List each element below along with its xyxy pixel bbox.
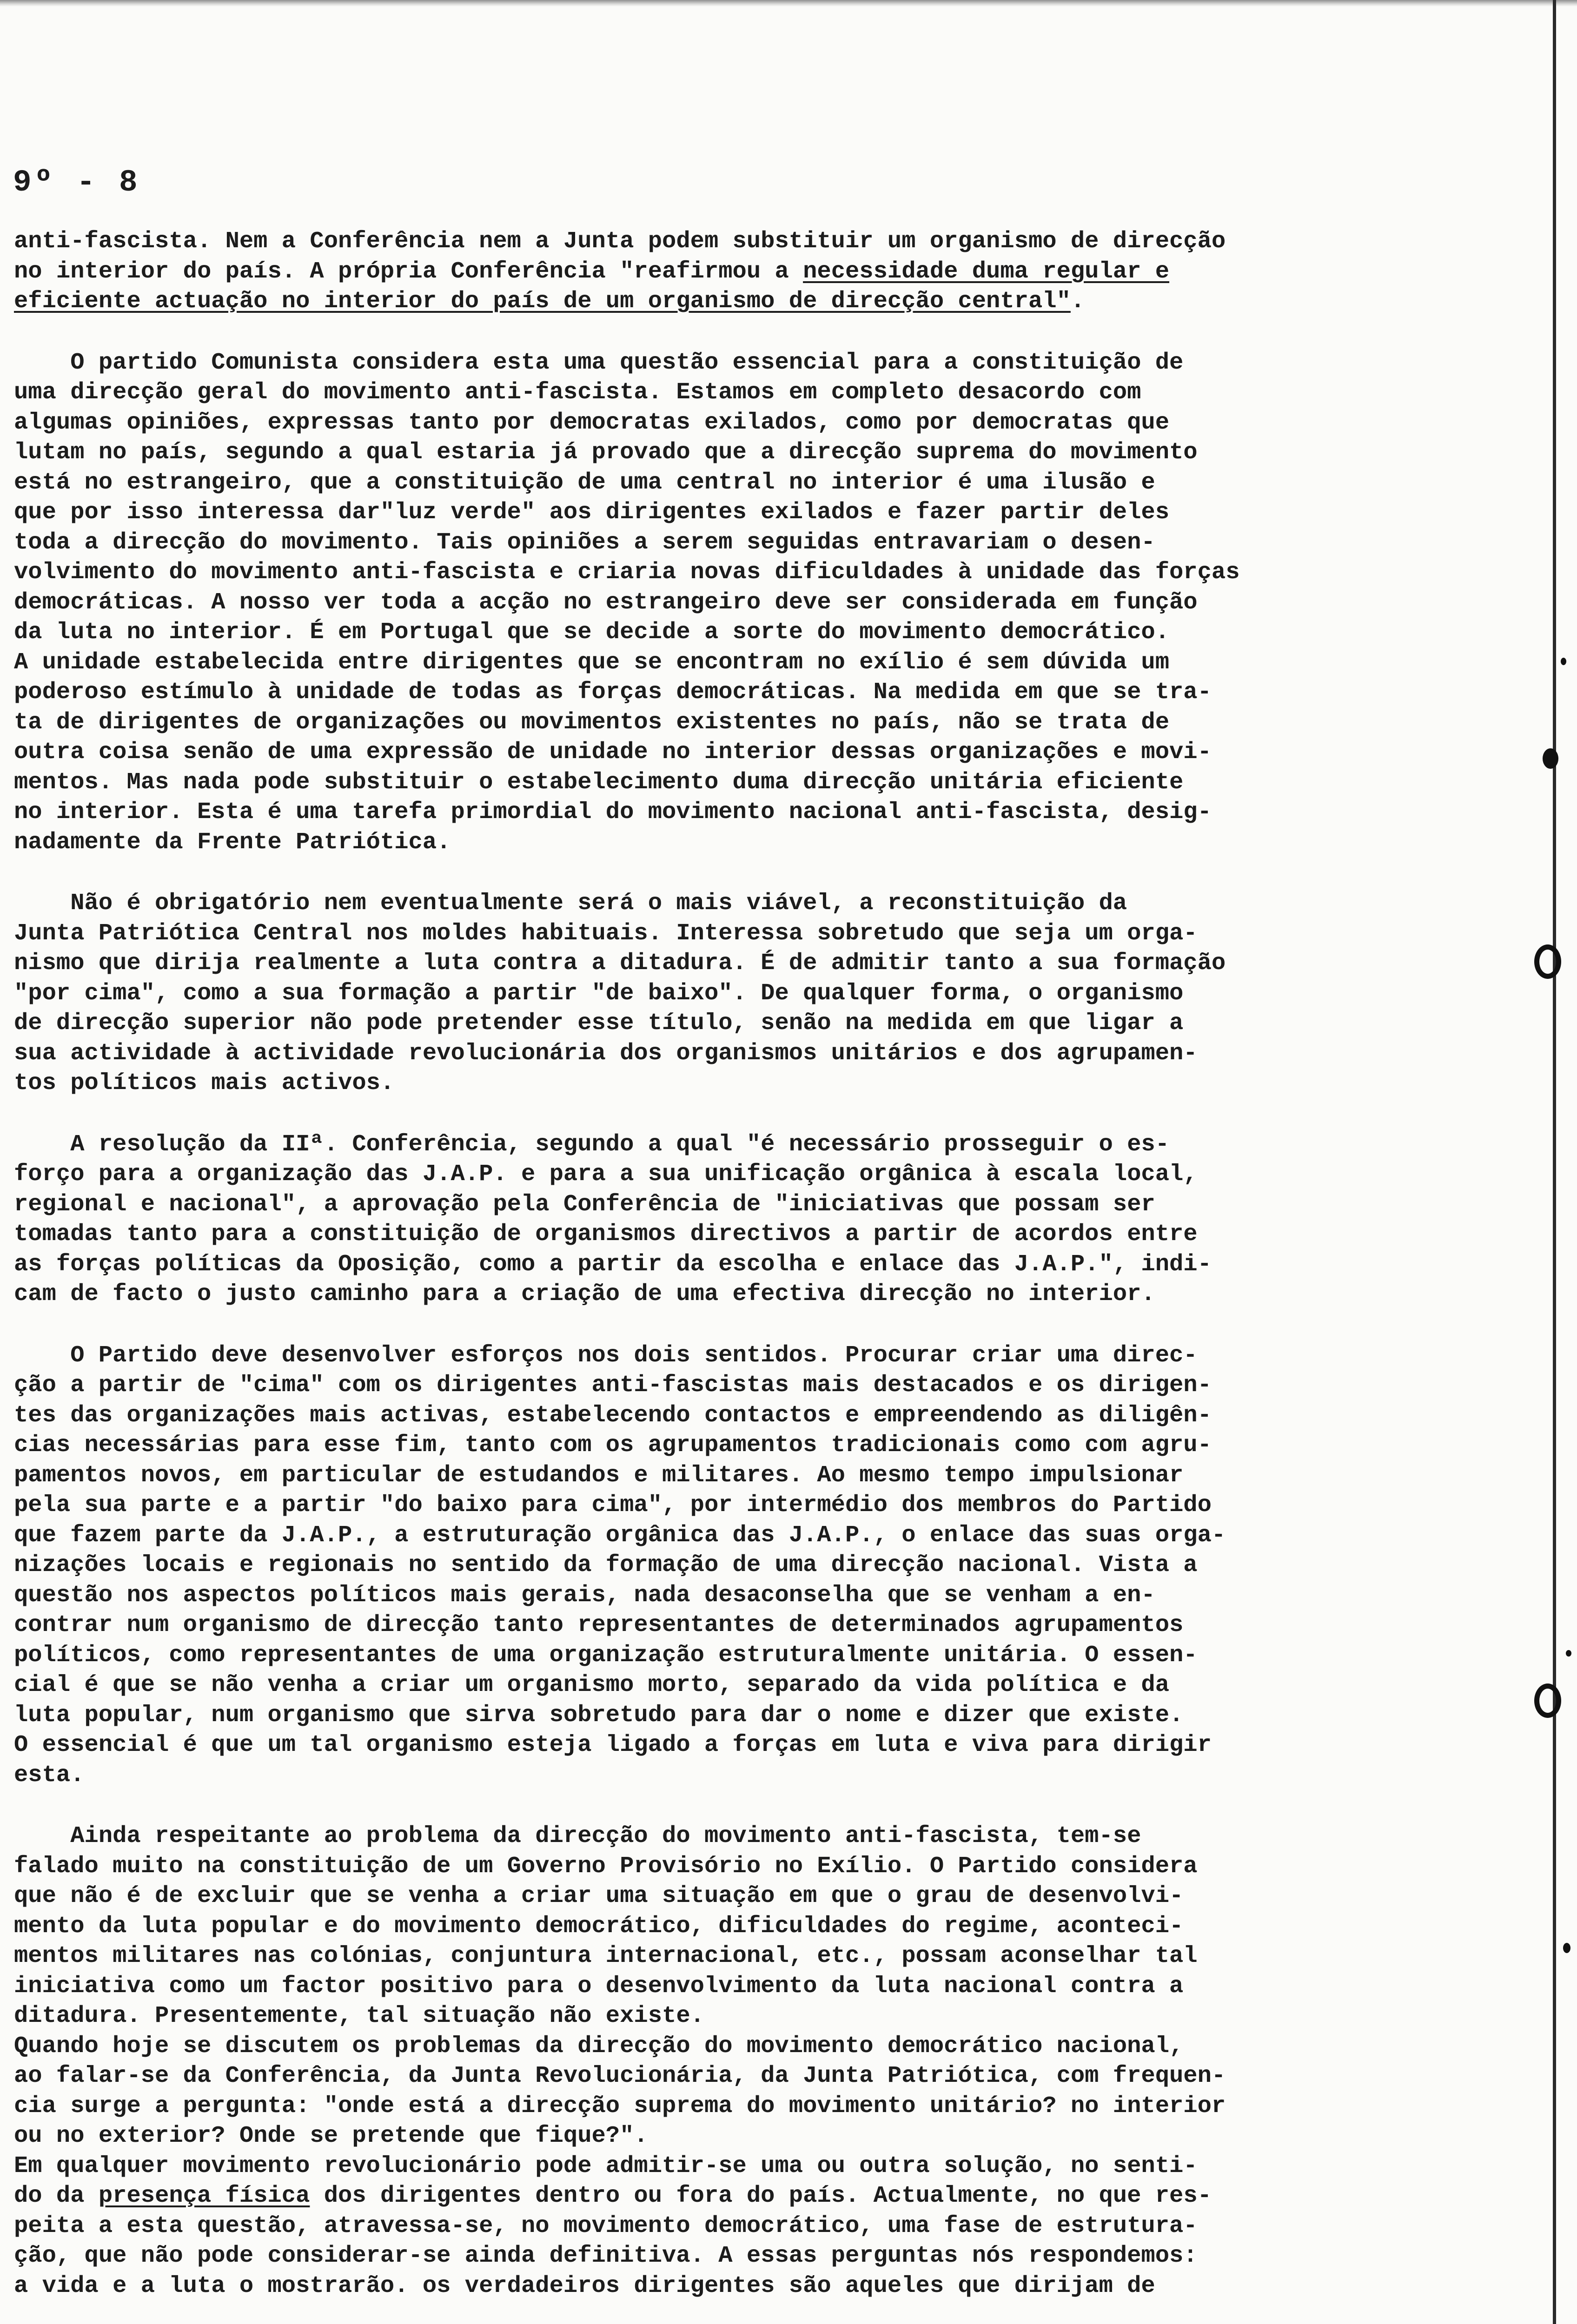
text-line: O Partido deve desenvolver esforços nos dois sentidos. Procurar criar uma direc- <box>14 1342 1198 1369</box>
text-line: O partido Comunista considera esta uma questão essencial para a constituição de <box>14 349 1184 376</box>
text-line: A resolução da IIª. Conferência, segundo a qual "é necessário prosseguir o es- <box>14 1131 1170 1158</box>
text-line: ditadura. Presentemente, tal situação não existe. <box>14 2003 704 2029</box>
paragraph <box>14 348 1455 858</box>
text-line: ção, que não pode considerar-se ainda definitiva. A essas perguntas nós respondemos: <box>14 2243 1198 2269</box>
text-line: Não é obrigatório nem eventualmente será o mais viável, a reconstituição da <box>14 890 1127 917</box>
text-line: ou no exterior? Onde se pretende que fique?". <box>14 2123 648 2149</box>
text-line: cia surge a pergunta: "onde está a direcção suprema do movimento unitário? no interior <box>14 2093 1226 2119</box>
text-line: tes das organizações mais activas, estabelecendo contactos e empreendendo as diligên- <box>14 1402 1212 1429</box>
text-line: volvimento do movimento anti-fascista e criaria novas dificuldades à unidade das forças <box>14 559 1240 586</box>
text-line: toda a direcção do movimento. Tais opiniões a serem seguidas entravariam o desen- <box>14 529 1155 556</box>
text-line: a vida e a luta o mostrarão. os verdadeiros dirigentes são aqueles que dirijam de <box>14 2272 1155 2299</box>
paragraph <box>14 227 1455 317</box>
text-line: pela sua parte e a partir "do baixo para cima", por intermédio dos membros do Partido <box>14 1492 1212 1519</box>
text-line: políticos, como representantes de uma organização estruturalmente unitária. O essen- <box>14 1642 1198 1669</box>
text-line: Em qualquer movimento revolucionário pode admitir-se uma ou outra solução, no senti- <box>14 2152 1198 2179</box>
paragraph <box>14 1822 1455 2301</box>
margin-dot-icon <box>1561 658 1566 665</box>
text-line: Junta Patriótica Central nos moldes habituais. Interessa sobretudo que seja um orga- <box>14 920 1198 947</box>
text-line: lutam no país, segundo a qual estaria já provado que a direcção suprema do movimento <box>14 439 1198 466</box>
text-line: tomadas tanto para a constituição de organismos directivos a partir de acordos entre <box>14 1221 1198 1248</box>
text-line: ção a partir de "cima" com os dirigentes anti-fascistas mais destacados e os dirigen- <box>14 1372 1212 1399</box>
text-line: do da presença física dos dirigentes dentro ou fora do país. Actualmente, no que res- <box>14 2183 1212 2209</box>
text-line: está no estrangeiro, que a constituição de uma central no interior é uma ilusão e <box>14 469 1155 496</box>
text-line: mentos. Mas nada pode substituir o estabelecimento duma direcção unitária eficiente <box>14 769 1184 796</box>
text-line: uma direcção geral do movimento anti-fascista. Estamos em completo desacordo com <box>14 379 1141 406</box>
text-line: cam de facto o justo caminho para a criação de uma efectiva direcção no interior. <box>14 1281 1155 1307</box>
text-line: O essencial é que um tal organismo esteja ligado a forças em luta e viva para dirigir <box>14 1732 1212 1758</box>
paragraph <box>14 889 1455 1099</box>
page-number: 9º - 8 <box>13 165 140 200</box>
text-line: ta de dirigentes de organizações ou movimentos existentes no país, não se trata de <box>14 709 1170 736</box>
text-line: forço para a organização das J.A.P. e para a sua unificação orgânica à escala local, <box>14 1161 1198 1188</box>
punch-hole-icon <box>1534 1684 1561 1718</box>
margin-dot-icon <box>1566 1650 1571 1657</box>
text-line: as forças políticas da Oposição, como a partir da escolha e enlace das J.A.P.", indi- <box>14 1251 1212 1278</box>
text-line: nadamente da Frente Patriótica. <box>14 829 451 856</box>
scan-right-border <box>1553 0 1556 2324</box>
text-line: Quando hoje se discutem os problemas da direcção do movimento democrático nacional, <box>14 2033 1184 2060</box>
margin-dot-icon <box>1543 748 1558 769</box>
text-line: peita a esta questão, atravessa-se, no movimento democrático, uma fase de estrutura- <box>14 2212 1198 2239</box>
text-line: outra coisa senão de uma expressão de unidade no interior dessas organizações e movi- <box>14 739 1212 766</box>
text-line: questão nos aspectos políticos mais gerais, nada desaconselha que se venham a en- <box>14 1582 1155 1609</box>
document-body <box>14 227 1455 2301</box>
text-line: "por cima", como a sua formação a partir "de baixo". De qualquer forma, o organismo <box>14 980 1184 1007</box>
text-line: tos políticos mais activos. <box>14 1070 395 1096</box>
text-line: pamentos novos, em particular de estudandos e militares. Ao mesmo tempo impulsionar <box>14 1462 1184 1489</box>
text-line: da luta no interior. É em Portugal que se decide a sorte do movimento democrático. <box>14 619 1170 646</box>
scan-top-edge <box>0 0 1577 7</box>
text-line: eficiente actuação no interior do país de um organismo de direcção central". <box>14 288 1085 315</box>
text-line: ao falar-se da Conferência, da Junta Revolucionária, da Junta Patriótica, com frequen- <box>14 2063 1226 2089</box>
text-line: nismo que dirija realmente a luta contra a ditadura. É de admitir tanto a sua formação <box>14 950 1226 977</box>
text-line: contrar num organismo de direcção tanto representantes de determinados agrupamentos <box>14 1612 1184 1638</box>
text-line: de direcção superior não pode pretender esse título, senão na medida em que ligar a <box>14 1010 1184 1037</box>
paragraph <box>14 1130 1455 1310</box>
text-line: iniciativa como um factor positivo para o desenvolvimento da luta nacional contra a <box>14 1973 1184 2000</box>
text-line: cial é que se não venha a criar um organismo morto, separado da vida política e da <box>14 1672 1170 1698</box>
text-line: Ainda respeitante ao problema da direcção do movimento anti-fascista, tem-se <box>14 1823 1141 1849</box>
text-line: algumas opiniões, expressas tanto por democratas exilados, como por democratas que <box>14 409 1170 436</box>
text-line: democráticas. A nosso ver toda a acção no estrangeiro deve ser considerada em função <box>14 589 1198 616</box>
text-line: no interior. Esta é uma tarefa primordial do movimento nacional anti-fascista, desig- <box>14 799 1212 825</box>
text-line: que fazem parte da J.A.P., a estruturação orgânica das J.A.P., o enlace das suas orga- <box>14 1522 1226 1549</box>
text-line: luta popular, num organismo que sirva sobretudo para dar o nome e dizer que existe. <box>14 1702 1184 1729</box>
text-line: cias necessárias para esse fim, tanto com os agrupamentos tradicionais como com agru- <box>14 1432 1212 1459</box>
text-line: que não é de excluir que se venha a criar uma situação em que o grau de desenvolvi- <box>14 1883 1184 1909</box>
text-line: esta. <box>14 1762 85 1789</box>
text-line: que por isso interessa dar"luz verde" aos dirigentes exilados e fazer partir deles <box>14 499 1170 526</box>
text-line: poderoso estímulo à unidade de todas as forças democráticas. Na medida em que se tra- <box>14 679 1212 706</box>
paragraph <box>14 1341 1455 1791</box>
text-line: no interior do país. A própria Conferência "reafirmou a necessidade duma regular e <box>14 258 1170 285</box>
text-line: sua actividade à actividade revolucionária dos organismos unitários e dos agrupamen- <box>14 1040 1198 1067</box>
text-line: anti-fascista. Nem a Conferência nem a Junta podem substituir um organismo de direcção <box>14 228 1226 255</box>
text-line: nizações locais e regionais no sentido da formação de uma direcção nacional. Vista a <box>14 1552 1198 1578</box>
text-line: A unidade estabelecida entre dirigentes que se encontram no exílio é sem dúvida um <box>14 649 1170 676</box>
text-line: mentos militares nas colónias, conjuntura internacional, etc., possam aconselhar tal <box>14 1943 1198 1969</box>
margin-dot-icon <box>1563 1943 1570 1953</box>
text-line: falado muito na constituição de um Governo Provisório no Exílio. O Partido considera <box>14 1853 1198 1880</box>
text-line: mento da luta popular e do movimento democrático, dificuldades do regime, aconteci- <box>14 1913 1184 1940</box>
text-line: regional e nacional", a aprovação pela Conferência de "iniciativas que possam ser <box>14 1191 1155 1218</box>
punch-hole-icon <box>1534 944 1561 979</box>
